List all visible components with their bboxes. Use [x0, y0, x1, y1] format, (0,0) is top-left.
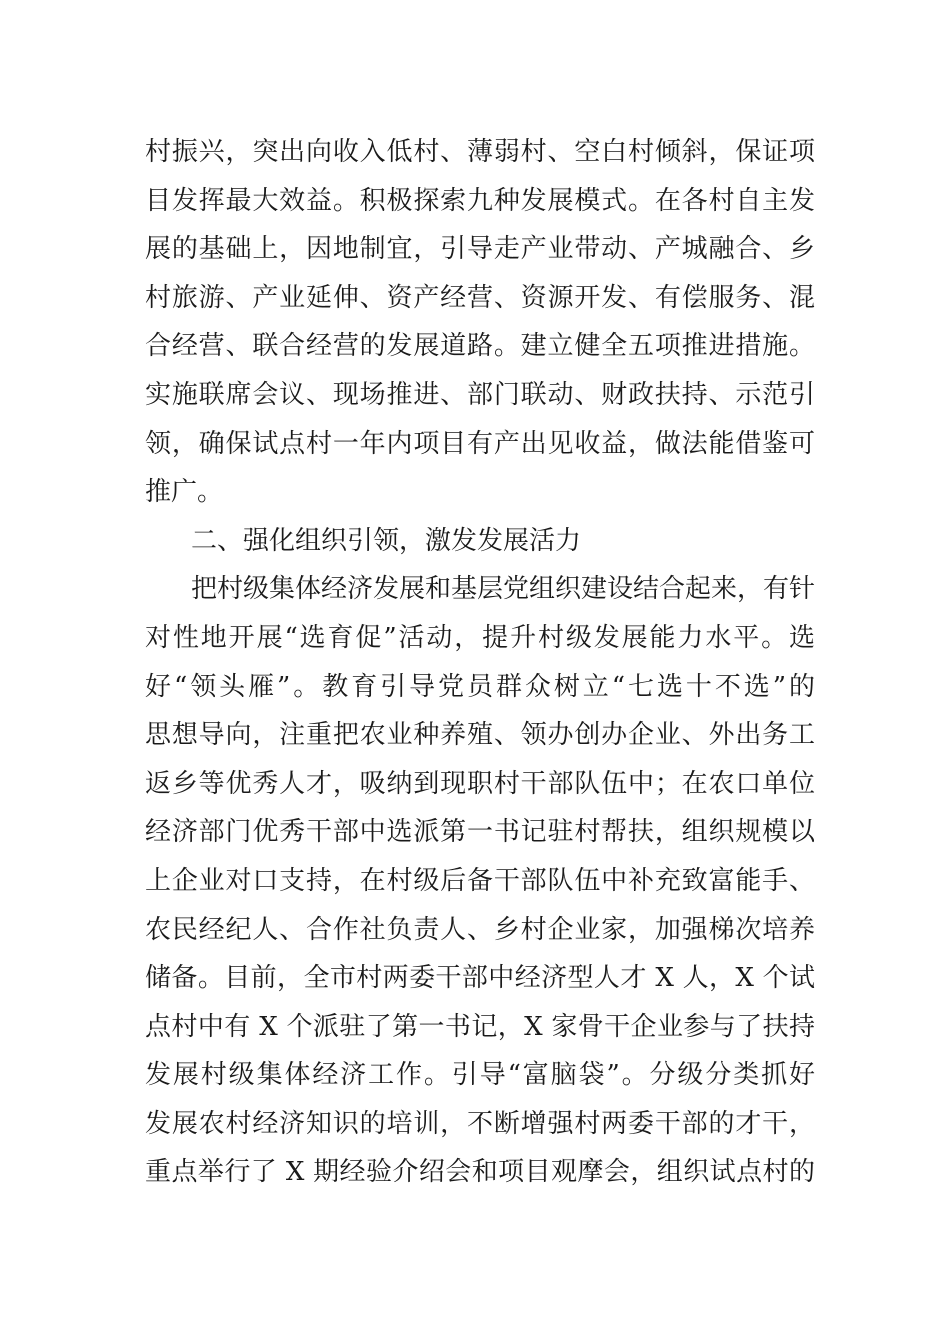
- text-line: 村旅游、产业延伸、资产经营、资源开发、有偿服务、混: [145, 282, 815, 313]
- text-line: 把村级集体经济发展和基层党组织建设结合起来，有针: [191, 574, 815, 605]
- text-line: 推广。: [145, 477, 224, 508]
- text-line: 村振兴，突出向收入低村、薄弱村、空白村倾斜，保证项: [145, 137, 815, 167]
- text-line: 发展农村经济知识的培训，不断增强村两委干部的才干，: [145, 1108, 815, 1139]
- text-line: 返乡等优秀人才，吸纳到现职村干部队伍中；在农口单位: [145, 768, 815, 799]
- text-line: 对性地开展“选育促”活动，提升村级发展能力水平。选: [145, 622, 815, 653]
- text-line: 重点举行了 X 期经验介绍会和项目观摩会，组织试点村的: [145, 1157, 815, 1188]
- section-heading-text: 二、强化组织引领，激发发展活力: [191, 525, 582, 556]
- text-line: 发展村级集体经济工作。引导“富脑袋”。分级分类抓好: [145, 1060, 815, 1091]
- paragraph-section-two: [145, 565, 815, 1197]
- text-line: 点村中有 X 个派驻了第一书记，X 家骨干企业参与了扶持: [145, 1011, 815, 1042]
- text-line: 思想导向，注重把农业种养殖、领办创办企业、外出务工: [145, 720, 815, 751]
- text-line: 展的基础上，因地制宜，引导走产业带动、产城融合、乡: [145, 234, 815, 265]
- text-line: 合经营、联合经营的发展道路。建立健全五项推进措施。: [145, 331, 815, 362]
- section-heading: [145, 517, 815, 566]
- text-line: 领，确保试点村一年内项目有产出见收益，做法能借鉴可: [145, 428, 815, 459]
- text-line: 经济部门优秀干部中选派第一书记驻村帮扶，组织规模以: [145, 817, 815, 848]
- text-line: 储备。目前，全市村两委干部中经济型人才 X 人，X 个试: [145, 963, 815, 994]
- text-line: 目发挥最大效益。积极探索九种发展模式。在各村自主发: [145, 185, 815, 216]
- text-line: 实施联席会议、现场推进、部门联动、财政扶持、示范引: [145, 379, 815, 410]
- paragraph-continuation: [145, 128, 815, 517]
- text-line: 好“领头雁”。教育引导党员群众树立“七选十不选”的: [145, 671, 815, 702]
- document-body: [145, 128, 815, 1197]
- text-line: 农民经纪人、合作社负责人、乡村企业家，加强梯次培养: [145, 914, 815, 945]
- text-line: 上企业对口支持，在村级后备干部队伍中补充致富能手、: [145, 865, 815, 896]
